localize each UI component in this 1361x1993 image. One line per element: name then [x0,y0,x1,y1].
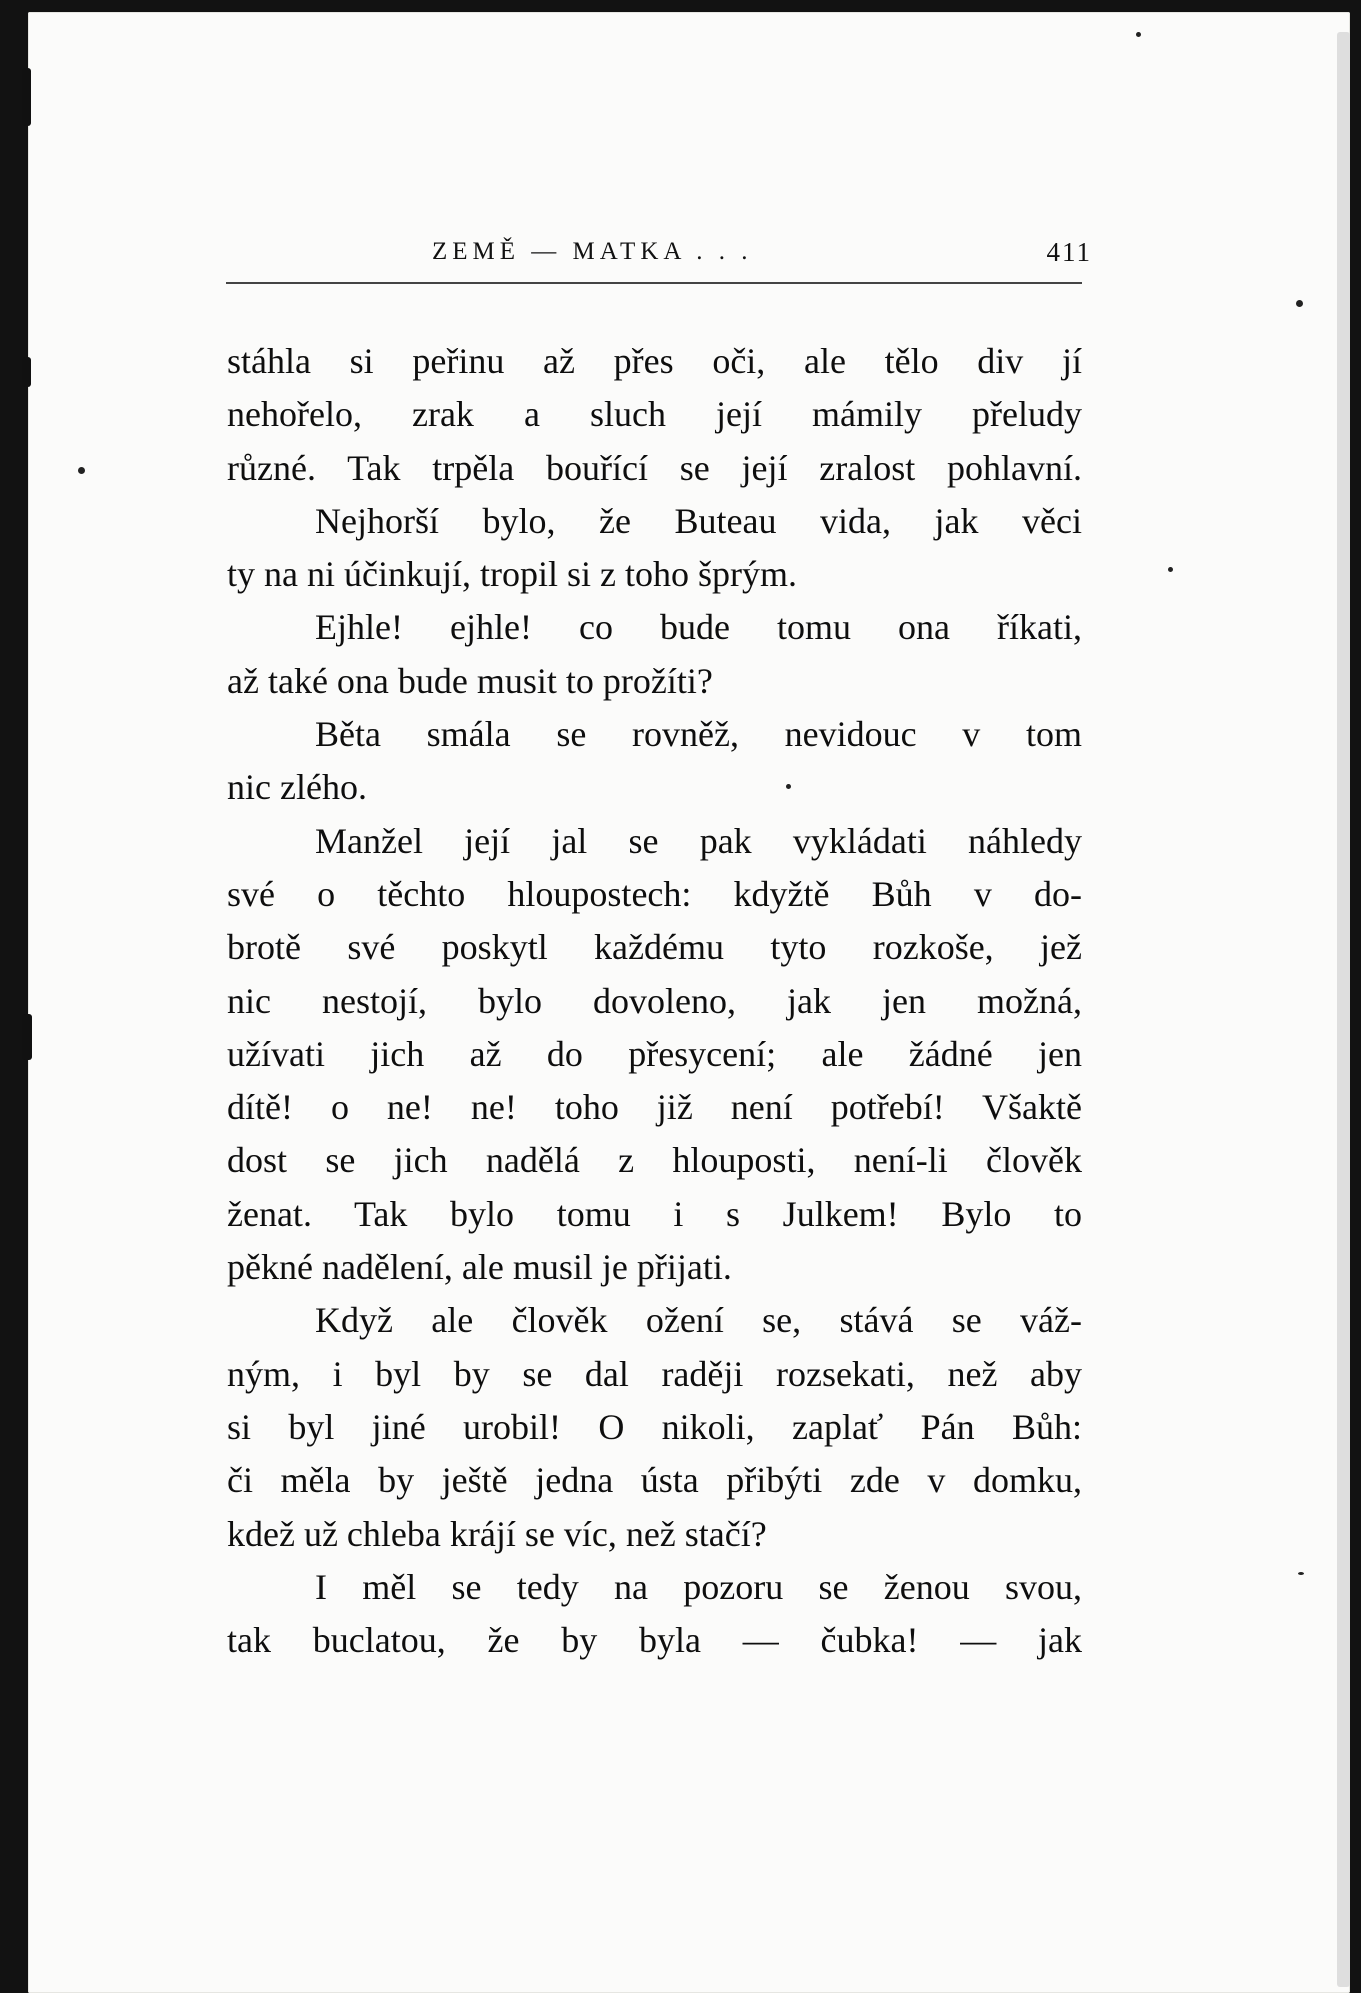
text-line: I měl se tedy na pozoru se ženou svou, [315,1566,1082,1607]
paper-speck [1298,1572,1304,1575]
text-line: kdež už chleba krájí se víc, než stačí? [227,1513,767,1554]
text-line: nehořelo, zrak a sluch její mámily přeludy [227,394,1082,435]
text-line: Ejhle! ejhle! co bude tomu ona říkati, [315,607,1082,648]
text-line: stáhla si peřinu až přes oči, ale tělo div jí [227,341,1082,381]
text-line: své o těchto hloupostech: kdyžtě Bůh v do- [227,873,1082,914]
text-line: či měla by ještě jedna ústa přibýti zde v domku, [227,1460,1082,1501]
body-text [227,335,1082,1667]
page-edge-mark [22,1014,32,1060]
text-line: tak buclatou, že by byla — čubka! — jak [227,1620,1082,1661]
page-edge-mark [22,357,31,387]
paper-speck [1168,567,1173,572]
text-line: dost se jich nadělá z hlouposti, není-li člověk [227,1140,1082,1181]
text-line: Když ale člověk ožení se, stává se váž- [315,1300,1082,1341]
text-line: až také ona bude musit to prožíti? [227,660,713,701]
paper-speck [1296,300,1303,307]
text-line: Nejhorší bylo, že Buteau vida, jak věci [315,500,1082,541]
text-line: ženat. Tak bylo tomu i s Julkem! Bylo to [227,1193,1082,1234]
running-head [432,238,1092,278]
text-line: si byl jiné urobil! O nikoli, zaplať Pán Bůh: [227,1406,1082,1447]
page-edge-mark [22,68,31,126]
text-line: ty na ni účinkují, tropil si z toho šprým. [227,554,797,595]
page-number: 411 [1046,237,1092,267]
text-line: Manžel její jal se pak vykládati náhledy [315,820,1082,861]
text-line: Běta smála se rovněž, nevidouc v tom [315,714,1082,755]
text-line: různé. Tak trpěla bouřící se její zralost pohlavní. [227,447,1082,488]
text-line: brotě své poskytl každému tyto rozkoše, jež [227,927,1082,968]
paper-speck [1136,32,1141,37]
header-rule [226,282,1082,284]
text-line: nic zlého. [227,767,367,808]
text-line: nic nestojí, bylo dovoleno, jak jen možná, [227,980,1082,1021]
text-line: pěkné nadělení, ale musil je přijati. [227,1247,732,1288]
text-line: ným, i byl by se dal raději rozsekati, než aby [227,1353,1082,1394]
page-edge-mark [1337,32,1350,1987]
text-line: užívati jich až do přesycení; ale žádné jen [227,1033,1082,1074]
page-title: ZEMĚ — MATKA . . . [432,238,753,265]
text-line: dítě! o ne! ne! toho již není potřebí! Všaktě [227,1087,1082,1128]
paper-speck [78,467,85,474]
